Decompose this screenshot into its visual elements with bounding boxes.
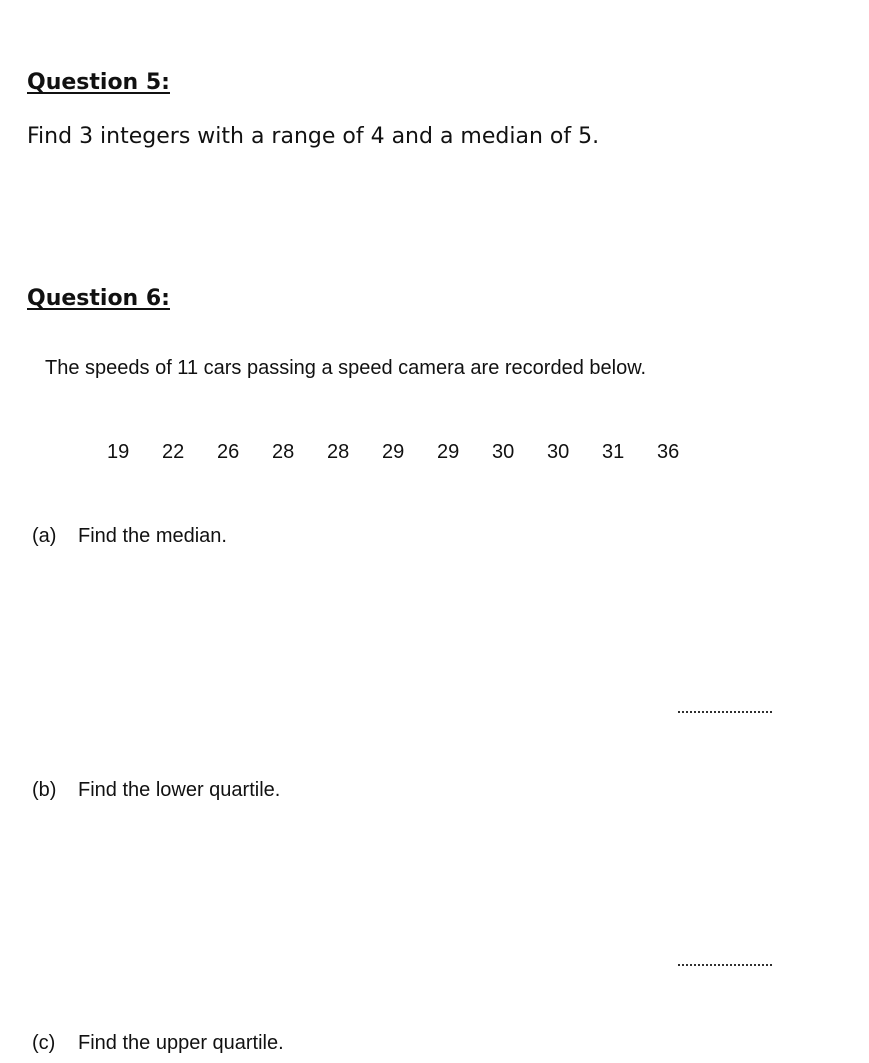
speed-value: 29 bbox=[437, 441, 460, 463]
answer-line-a[interactable] bbox=[677, 711, 774, 713]
part-a-text: Find the median. bbox=[78, 525, 227, 547]
speed-value: 31 bbox=[602, 441, 625, 463]
part-b-label: (b) bbox=[32, 779, 57, 801]
question-6-intro: The speeds of 11 cars passing a speed camera are recorded below. bbox=[45, 357, 647, 379]
speed-value: 29 bbox=[382, 441, 405, 463]
speed-value: 28 bbox=[327, 441, 350, 463]
part-b bbox=[32, 779, 280, 802]
question-5-text: Find 3 integers with a range of 4 and a median of 5. bbox=[27, 124, 600, 149]
speed-value: 36 bbox=[657, 441, 680, 463]
part-c-label: (c) bbox=[32, 1032, 56, 1054]
question-6-heading: Question 6: bbox=[27, 286, 170, 311]
speed-value: 30 bbox=[547, 441, 570, 463]
speed-value: 26 bbox=[217, 441, 240, 463]
speed-value: 30 bbox=[492, 441, 515, 463]
answer-line-b[interactable] bbox=[677, 964, 774, 966]
question-5-heading: Question 5: bbox=[27, 70, 170, 95]
speed-value: 22 bbox=[162, 441, 185, 463]
part-c-text: Find the upper quartile. bbox=[78, 1032, 284, 1054]
speed-value: 28 bbox=[272, 441, 295, 463]
part-a-label: (a) bbox=[32, 525, 57, 547]
part-a bbox=[32, 525, 227, 548]
part-b-text: Find the lower quartile. bbox=[78, 779, 281, 801]
part-c bbox=[32, 1032, 284, 1055]
speed-value: 19 bbox=[107, 441, 130, 463]
